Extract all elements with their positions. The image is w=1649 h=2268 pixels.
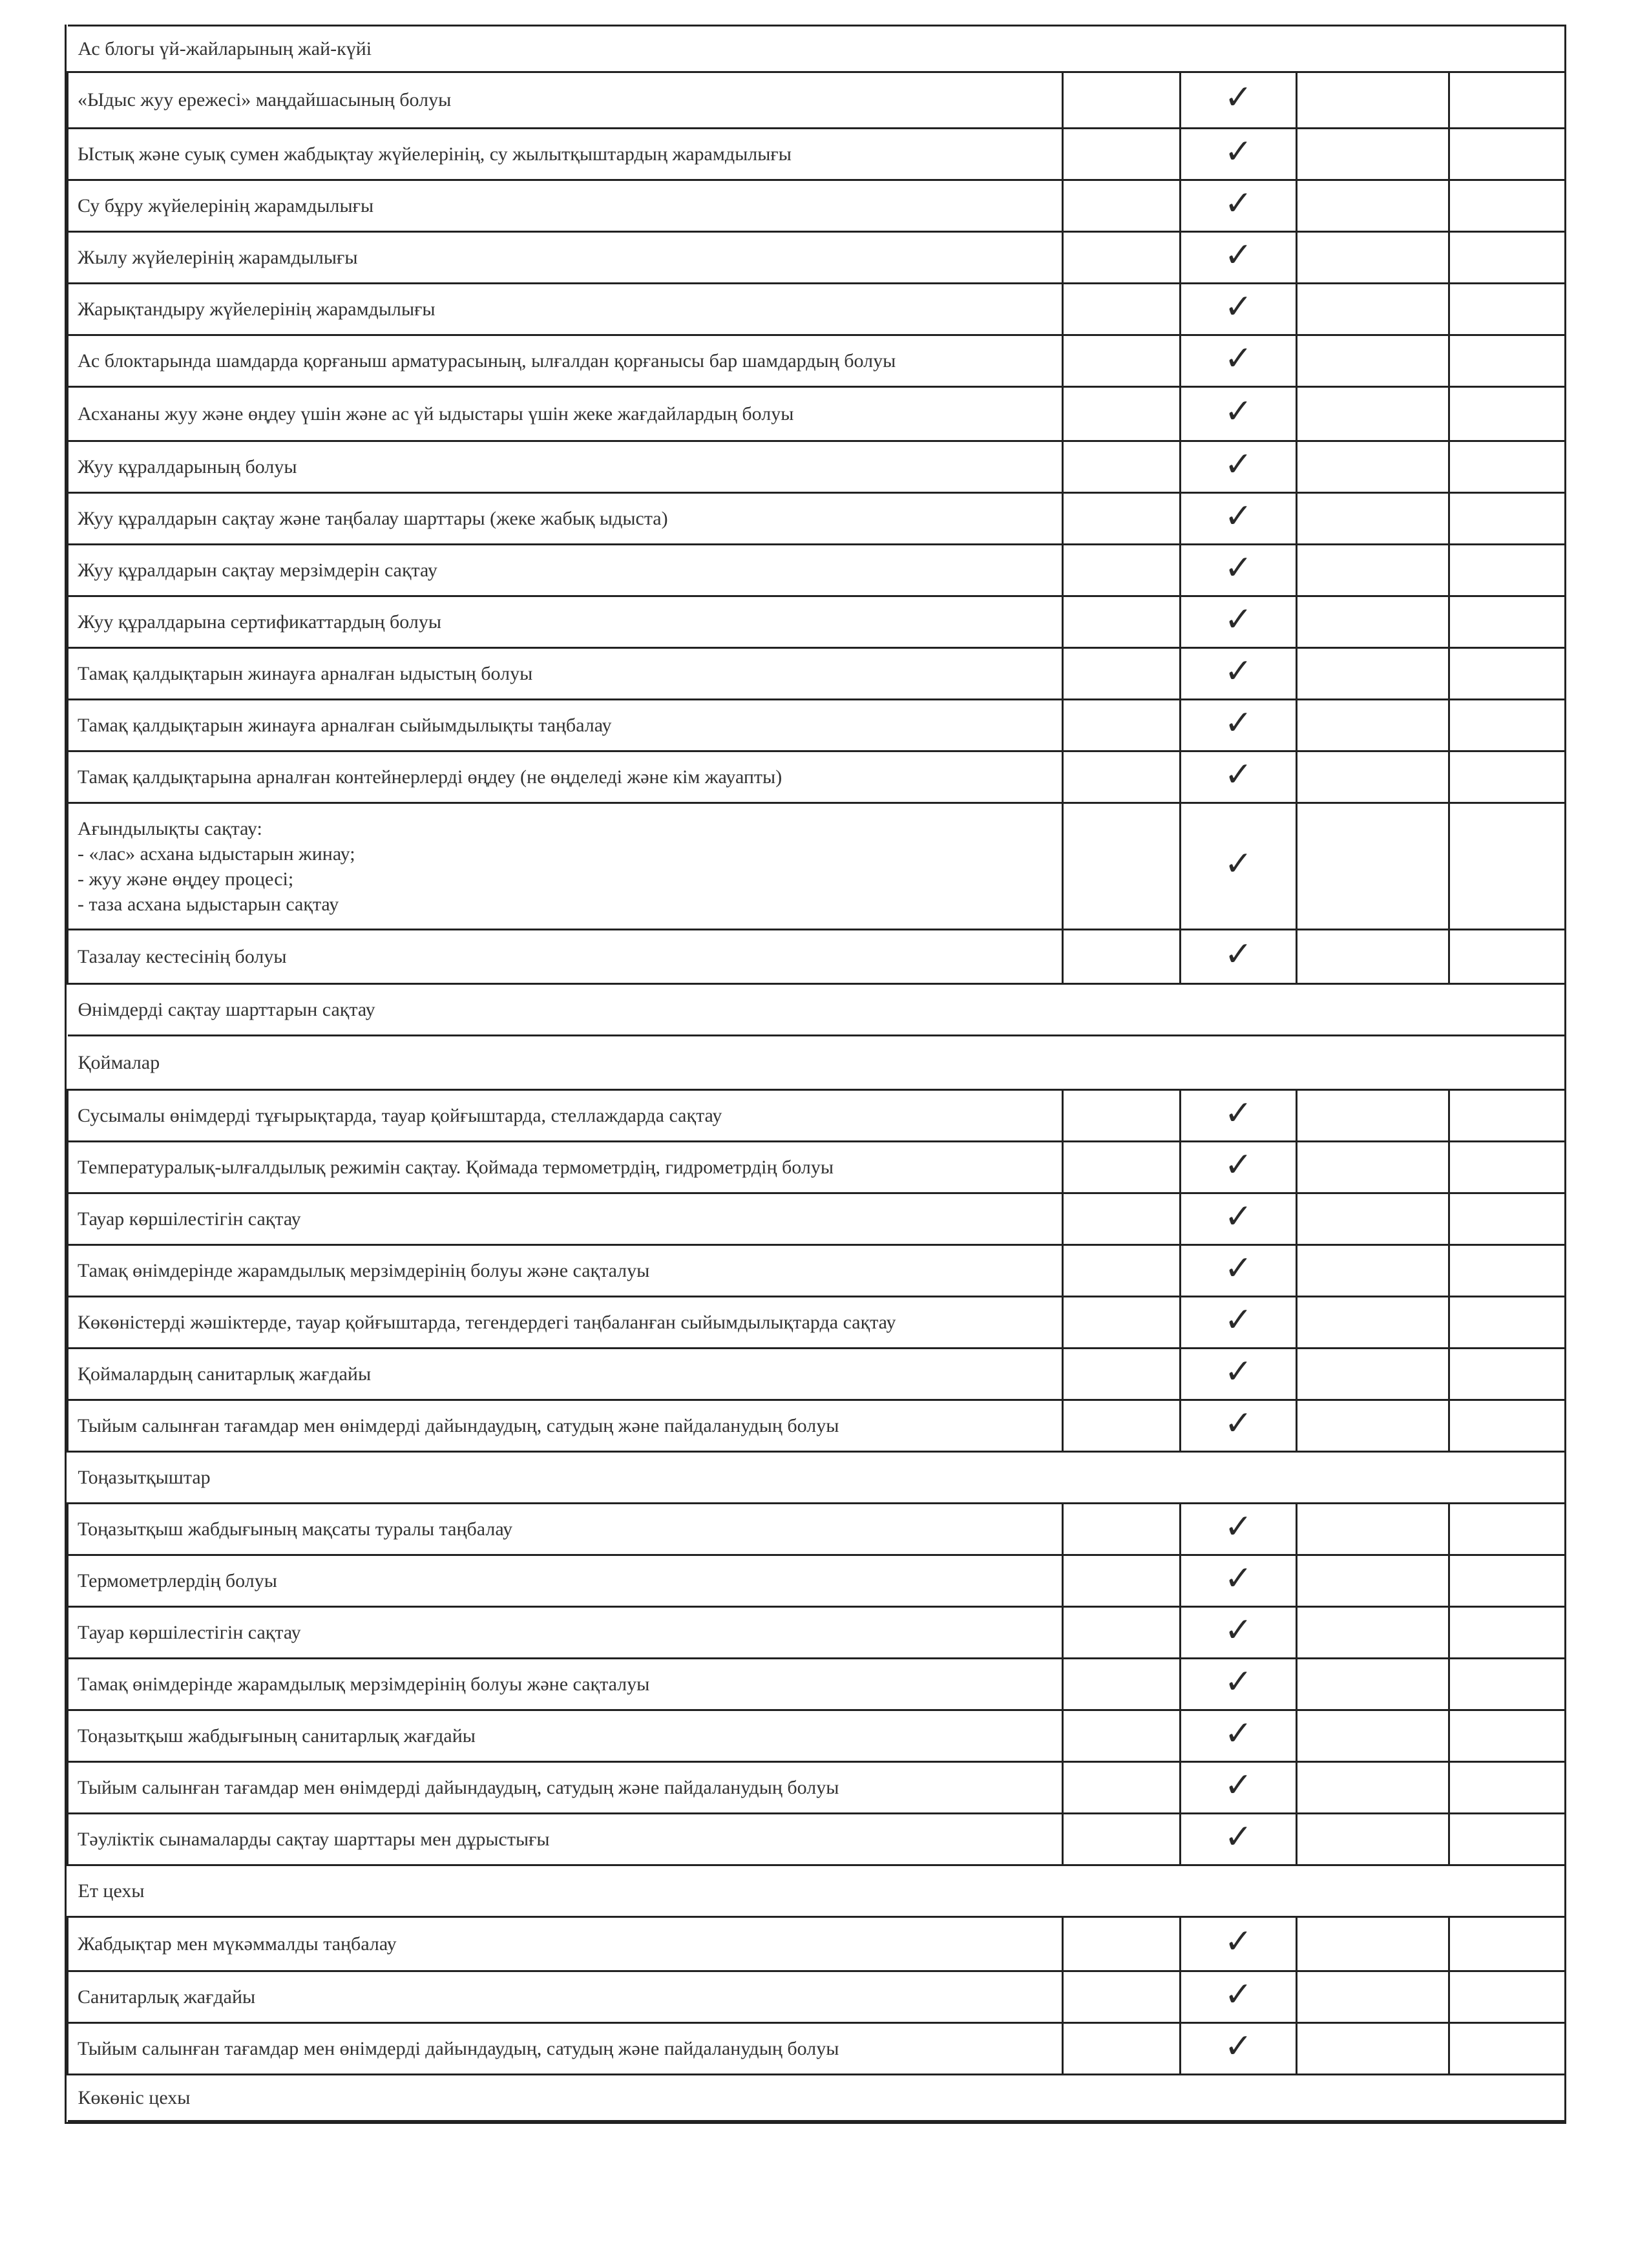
- answer-cell-1: [1063, 180, 1181, 232]
- criterion-text: Жуу құралдарын сақтау мерзімдерін сақтау: [68, 545, 1063, 596]
- check-mark-icon: ✓: [1224, 392, 1253, 431]
- criterion-text: Тоңазытқыш жабдығының санитарлық жағдайы: [68, 1710, 1063, 1762]
- section-title: Ет цехы: [68, 1865, 1566, 1917]
- checklist-row: [68, 1400, 1566, 1452]
- answer-cell-2: [1181, 596, 1297, 648]
- answer-cell-3: [1297, 1400, 1449, 1452]
- criterion-text: Тамақ қалдықтарына арналған контейнерлерді өңдеу (не өңделеді және кім жауапты): [68, 751, 1063, 803]
- answer-cell-3: [1297, 1762, 1449, 1814]
- answer-cell-1: [1063, 387, 1181, 441]
- criterion-text: [68, 803, 1063, 930]
- answer-cell-3: [1297, 1193, 1449, 1245]
- answer-cell-1: [1063, 1814, 1181, 1865]
- criterion-line: - жуу және өңдеу процесі;: [78, 868, 294, 890]
- checklist-rows: [68, 26, 1566, 2121]
- checklist-row: [68, 1762, 1566, 1814]
- answer-cell-1: [1063, 335, 1181, 387]
- criterion-text: Ыстық және суық сумен жабдықтау жүйелерінің, су жылытқыштардың жарамдылығы: [68, 129, 1063, 180]
- answer-cell-3: [1297, 1659, 1449, 1710]
- answer-cell-3: [1297, 1971, 1449, 2023]
- answer-cell-2: [1181, 180, 1297, 232]
- answer-cell-1: [1063, 803, 1181, 930]
- answer-cell-2: [1181, 1555, 1297, 1607]
- answer-cell-3: [1297, 1710, 1449, 1762]
- checklist-row: [68, 1971, 1566, 2023]
- check-mark-icon: ✓: [1224, 1559, 1253, 1598]
- check-mark-icon: ✓: [1224, 1765, 1253, 1805]
- answer-cell-4: [1449, 648, 1566, 700]
- checklist-row: [68, 72, 1566, 129]
- answer-cell-1: [1063, 1297, 1181, 1349]
- criterion-text: Тамақ қалдықтарын жинауға арналған сыйымдылықты таңбалау: [68, 700, 1063, 751]
- criterion-text: Ас блоктарында шамдарда қорғаныш арматурасының, ылғалдан қорғанысы бар шамдардың болуы: [68, 335, 1063, 387]
- check-mark-icon: ✓: [1224, 1145, 1253, 1184]
- answer-cell-1: [1063, 1142, 1181, 1193]
- answer-cell-4: [1449, 596, 1566, 648]
- checklist-row: [68, 545, 1566, 596]
- check-mark-icon: ✓: [1224, 703, 1253, 742]
- answer-cell-2: [1181, 441, 1297, 493]
- check-mark-icon: ✓: [1224, 445, 1253, 484]
- criterion-text: Тазалау кестесінің болуы: [68, 930, 1063, 984]
- criterion-text: Температуралық-ылғалдылық режимін сақтау. Қоймада термометрдің, гидрометрдің болуы: [68, 1142, 1063, 1193]
- check-mark-icon: ✓: [1224, 1610, 1253, 1650]
- answer-cell-4: [1449, 180, 1566, 232]
- answer-cell-1: [1063, 1090, 1181, 1142]
- answer-cell-1: [1063, 1245, 1181, 1297]
- answer-cell-4: [1449, 387, 1566, 441]
- answer-cell-4: [1449, 803, 1566, 930]
- criterion-text: Су бұру жүйелерінің жарамдылығы: [68, 180, 1063, 232]
- section-header-row: [68, 1865, 1566, 1917]
- checklist-row: [68, 648, 1566, 700]
- answer-cell-1: [1063, 930, 1181, 984]
- answer-cell-3: [1297, 1090, 1449, 1142]
- checklist-row: [68, 2023, 1566, 2075]
- checklist-row: [68, 129, 1566, 180]
- answer-cell-4: [1449, 1142, 1566, 1193]
- section-header-row: [68, 2075, 1566, 2121]
- answer-cell-4: [1449, 1762, 1566, 1814]
- checklist-row: [68, 1814, 1566, 1865]
- checklist-sheet: [65, 25, 1566, 2124]
- criterion-text: Тауар көршілестігін сақтау: [68, 1607, 1063, 1659]
- answer-cell-4: [1449, 2023, 1566, 2075]
- answer-cell-3: [1297, 1245, 1449, 1297]
- answer-cell-4: [1449, 1349, 1566, 1400]
- check-mark-icon: ✓: [1224, 184, 1253, 223]
- answer-cell-1: [1063, 2023, 1181, 2075]
- check-mark-icon: ✓: [1224, 1093, 1253, 1133]
- answer-cell-3: [1297, 1297, 1449, 1349]
- answer-cell-4: [1449, 1971, 1566, 2023]
- answer-cell-2: [1181, 1349, 1297, 1400]
- answer-cell-4: [1449, 1814, 1566, 1865]
- check-mark-icon: ✓: [1224, 651, 1253, 691]
- check-mark-icon: ✓: [1224, 1352, 1253, 1391]
- answer-cell-1: [1063, 129, 1181, 180]
- checklist-row: [68, 1917, 1566, 1971]
- answer-cell-1: [1063, 493, 1181, 545]
- answer-cell-1: [1063, 1400, 1181, 1452]
- check-mark-icon: ✓: [1224, 339, 1253, 378]
- section-header-row: [68, 1036, 1566, 1090]
- answer-cell-2: [1181, 129, 1297, 180]
- check-mark-icon: ✓: [1224, 1975, 1253, 2014]
- answer-cell-3: [1297, 930, 1449, 984]
- checklist-row: [68, 803, 1566, 930]
- answer-cell-2: [1181, 1710, 1297, 1762]
- answer-cell-1: [1063, 1607, 1181, 1659]
- check-mark-icon: ✓: [1224, 1197, 1253, 1236]
- answer-cell-4: [1449, 1504, 1566, 1555]
- answer-cell-2: [1181, 335, 1297, 387]
- answer-cell-2: [1181, 545, 1297, 596]
- answer-cell-2: [1181, 493, 1297, 545]
- inspection-checklist-table: [67, 25, 1566, 2122]
- check-mark-icon: ✓: [1224, 235, 1253, 275]
- answer-cell-4: [1449, 1297, 1566, 1349]
- answer-cell-4: [1449, 1659, 1566, 1710]
- section-header-row: [68, 1452, 1566, 1504]
- answer-cell-3: [1297, 1349, 1449, 1400]
- check-mark-icon: ✓: [1224, 1817, 1253, 1856]
- answer-cell-2: [1181, 72, 1297, 129]
- answer-cell-3: [1297, 700, 1449, 751]
- criterion-line: - таза асхана ыдыстарын сақтау: [78, 893, 339, 915]
- criterion-text: Тыйым салынған тағамдар мен өнімдерді дайындаудың, сатудың және пайдаланудың болуы: [68, 1400, 1063, 1452]
- answer-cell-2: [1181, 1814, 1297, 1865]
- check-mark-icon: ✓: [1224, 1507, 1253, 1546]
- check-mark-icon: ✓: [1224, 132, 1253, 171]
- checklist-row: [68, 596, 1566, 648]
- answer-cell-3: [1297, 1504, 1449, 1555]
- answer-cell-4: [1449, 335, 1566, 387]
- criterion-text: Жуу құралдарына сертификаттардың болуы: [68, 596, 1063, 648]
- criterion-text: «Ыдыс жуу ережесі» маңдайшасының болуы: [68, 72, 1063, 129]
- checklist-row: [68, 1607, 1566, 1659]
- answer-cell-1: [1063, 1659, 1181, 1710]
- answer-cell-2: [1181, 648, 1297, 700]
- section-header-row: [68, 26, 1566, 72]
- checklist-row: [68, 930, 1566, 984]
- answer-cell-4: [1449, 1607, 1566, 1659]
- answer-cell-3: [1297, 1607, 1449, 1659]
- answer-cell-2: [1181, 1607, 1297, 1659]
- answer-cell-4: [1449, 1090, 1566, 1142]
- section-title: Тоңазытқыштар: [68, 1452, 1566, 1504]
- checklist-row: [68, 1504, 1566, 1555]
- check-mark-icon: ✓: [1224, 78, 1253, 117]
- answer-cell-3: [1297, 1814, 1449, 1865]
- answer-cell-2: [1181, 1193, 1297, 1245]
- criterion-text: Тамақ өнімдерінде жарамдылық мерзімдерінің болуы және сақталуы: [68, 1659, 1063, 1710]
- criterion-text: Жылу жүйелерінің жарамдылығы: [68, 232, 1063, 284]
- answer-cell-1: [1063, 441, 1181, 493]
- answer-cell-3: [1297, 2023, 1449, 2075]
- check-mark-icon: ✓: [1224, 496, 1253, 536]
- criterion-text: Жуу құралдарының болуы: [68, 441, 1063, 493]
- criterion-text: Тауар көршілестігін сақтау: [68, 1193, 1063, 1245]
- answer-cell-3: [1297, 284, 1449, 335]
- answer-cell-1: [1063, 1762, 1181, 1814]
- answer-cell-4: [1449, 441, 1566, 493]
- answer-cell-2: [1181, 803, 1297, 930]
- check-mark-icon: ✓: [1224, 1714, 1253, 1753]
- answer-cell-3: [1297, 232, 1449, 284]
- answer-cell-4: [1449, 129, 1566, 180]
- answer-cell-2: [1181, 930, 1297, 984]
- criterion-text: Жарықтандыру жүйелерінің жарамдылығы: [68, 284, 1063, 335]
- answer-cell-3: [1297, 335, 1449, 387]
- answer-cell-1: [1063, 1193, 1181, 1245]
- answer-cell-2: [1181, 700, 1297, 751]
- answer-cell-4: [1449, 232, 1566, 284]
- checklist-row: [68, 1297, 1566, 1349]
- criterion-text: Тамақ өнімдерінде жарамдылық мерзімдерінің болуы және сақталуы: [68, 1245, 1063, 1297]
- criterion-text: Тоңазытқыш жабдығының мақсаты туралы таңбалау: [68, 1504, 1063, 1555]
- checklist-row: [68, 700, 1566, 751]
- answer-cell-2: [1181, 284, 1297, 335]
- answer-cell-4: [1449, 751, 1566, 803]
- answer-cell-4: [1449, 284, 1566, 335]
- answer-cell-1: [1063, 284, 1181, 335]
- answer-cell-1: [1063, 596, 1181, 648]
- answer-cell-2: [1181, 1504, 1297, 1555]
- answer-cell-1: [1063, 1710, 1181, 1762]
- checklist-row: [68, 1710, 1566, 1762]
- answer-cell-2: [1181, 1971, 1297, 2023]
- answer-cell-3: [1297, 180, 1449, 232]
- check-mark-icon: ✓: [1224, 600, 1253, 639]
- check-mark-icon: ✓: [1224, 1300, 1253, 1339]
- checklist-row: [68, 1142, 1566, 1193]
- check-mark-icon: ✓: [1224, 1662, 1253, 1701]
- checklist-row: [68, 1659, 1566, 1710]
- criterion-text: Асхананы жуу және өңдеу үшін және ас үй ыдыстары үшін жеке жағдайлардың болуы: [68, 387, 1063, 441]
- answer-cell-1: [1063, 1504, 1181, 1555]
- answer-cell-1: [1063, 545, 1181, 596]
- answer-cell-3: [1297, 545, 1449, 596]
- answer-cell-4: [1449, 930, 1566, 984]
- criterion-text: Жуу құралдарын сақтау және таңбалау шарттары (жеке жабық ыдыста): [68, 493, 1063, 545]
- answer-cell-4: [1449, 1193, 1566, 1245]
- answer-cell-3: [1297, 751, 1449, 803]
- checklist-row: [68, 1245, 1566, 1297]
- answer-cell-4: [1449, 1245, 1566, 1297]
- checklist-row: [68, 1349, 1566, 1400]
- checklist-row: [68, 493, 1566, 545]
- answer-cell-4: [1449, 1555, 1566, 1607]
- answer-cell-3: [1297, 1555, 1449, 1607]
- section-title: Қоймалар: [68, 1036, 1566, 1090]
- checklist-row: [68, 180, 1566, 232]
- section-title: Көкөніс цехы: [68, 2075, 1566, 2121]
- answer-cell-2: [1181, 1917, 1297, 1971]
- answer-cell-4: [1449, 1710, 1566, 1762]
- answer-cell-4: [1449, 545, 1566, 596]
- checklist-row: [68, 751, 1566, 803]
- answer-cell-4: [1449, 72, 1566, 129]
- answer-cell-4: [1449, 1400, 1566, 1452]
- answer-cell-1: [1063, 72, 1181, 129]
- section-title: Өнімдерді сақтау шарттарын сақтау: [68, 984, 1566, 1036]
- check-mark-icon: ✓: [1224, 2026, 1253, 2066]
- criterion-text: Көкөністерді жәшіктерде, тауар қойғыштарда, тегендердегі таңбаланған сыйымдылықтарда сақтау: [68, 1297, 1063, 1349]
- answer-cell-1: [1063, 1917, 1181, 1971]
- checklist-row: [68, 1555, 1566, 1607]
- answer-cell-2: [1181, 1659, 1297, 1710]
- answer-cell-2: [1181, 1090, 1297, 1142]
- section-header-row: [68, 984, 1566, 1036]
- answer-cell-3: [1297, 1142, 1449, 1193]
- answer-cell-2: [1181, 1245, 1297, 1297]
- answer-cell-4: [1449, 1917, 1566, 1971]
- answer-cell-1: [1063, 1349, 1181, 1400]
- checklist-row: [68, 284, 1566, 335]
- answer-cell-2: [1181, 232, 1297, 284]
- answer-cell-3: [1297, 493, 1449, 545]
- checklist-row: [68, 387, 1566, 441]
- checklist-row: [68, 232, 1566, 284]
- answer-cell-1: [1063, 648, 1181, 700]
- check-mark-icon: ✓: [1224, 1248, 1253, 1288]
- check-mark-icon: ✓: [1224, 548, 1253, 587]
- answer-cell-2: [1181, 1400, 1297, 1452]
- checklist-row: [68, 335, 1566, 387]
- answer-cell-2: [1181, 1297, 1297, 1349]
- criterion-text: Тыйым салынған тағамдар мен өнімдерді дайындаудың, сатудың және пайдаланудың болуы: [68, 1762, 1063, 1814]
- checklist-row: [68, 441, 1566, 493]
- answer-cell-1: [1063, 1971, 1181, 2023]
- answer-cell-2: [1181, 2023, 1297, 2075]
- criterion-text: Сусымалы өнімдерді тұғырықтарда, тауар қойғыштарда, стеллаждарда сақтау: [68, 1090, 1063, 1142]
- answer-cell-3: [1297, 129, 1449, 180]
- section-title: Ас блогы үй-жайларының жай-күйі: [68, 26, 1566, 72]
- answer-cell-2: [1181, 387, 1297, 441]
- answer-cell-3: [1297, 596, 1449, 648]
- criterion-text: Жабдықтар мен мүкәммалды таңбалау: [68, 1917, 1063, 1971]
- check-mark-icon: ✓: [1224, 1922, 1253, 1961]
- criterion-line: Ағындылықты сақтау:: [78, 817, 262, 839]
- criterion-text: Тыйым салынған тағамдар мен өнімдерді дайындаудың, сатудың және пайдаланудың болуы: [68, 2023, 1063, 2075]
- checklist-row: [68, 1090, 1566, 1142]
- answer-cell-3: [1297, 72, 1449, 129]
- check-mark-icon: ✓: [1224, 844, 1253, 883]
- criterion-line: - «лас» асхана ыдыстарын жинау;: [78, 843, 355, 865]
- answer-cell-3: [1297, 387, 1449, 441]
- answer-cell-1: [1063, 700, 1181, 751]
- answer-cell-3: [1297, 648, 1449, 700]
- check-mark-icon: ✓: [1224, 755, 1253, 794]
- criterion-text: Тамақ қалдықтарын жинауға арналған ыдыстың болуы: [68, 648, 1063, 700]
- criterion-text: Тәуліктік сынамаларды сақтау шарттары мен дұрыстығы: [68, 1814, 1063, 1865]
- answer-cell-3: [1297, 803, 1449, 930]
- check-mark-icon: ✓: [1224, 287, 1253, 326]
- criterion-text: Санитарлық жағдайы: [68, 1971, 1063, 2023]
- answer-cell-1: [1063, 751, 1181, 803]
- answer-cell-3: [1297, 1917, 1449, 1971]
- check-mark-icon: ✓: [1224, 1403, 1253, 1443]
- answer-cell-2: [1181, 1762, 1297, 1814]
- criterion-text: Қоймалардың санитарлық жағдайы: [68, 1349, 1063, 1400]
- answer-cell-2: [1181, 751, 1297, 803]
- answer-cell-3: [1297, 441, 1449, 493]
- answer-cell-4: [1449, 700, 1566, 751]
- checklist-row: [68, 1193, 1566, 1245]
- criterion-text: Термометрлердің болуы: [68, 1555, 1063, 1607]
- answer-cell-1: [1063, 1555, 1181, 1607]
- answer-cell-2: [1181, 1142, 1297, 1193]
- answer-cell-4: [1449, 493, 1566, 545]
- check-mark-icon: ✓: [1224, 934, 1253, 974]
- answer-cell-1: [1063, 232, 1181, 284]
